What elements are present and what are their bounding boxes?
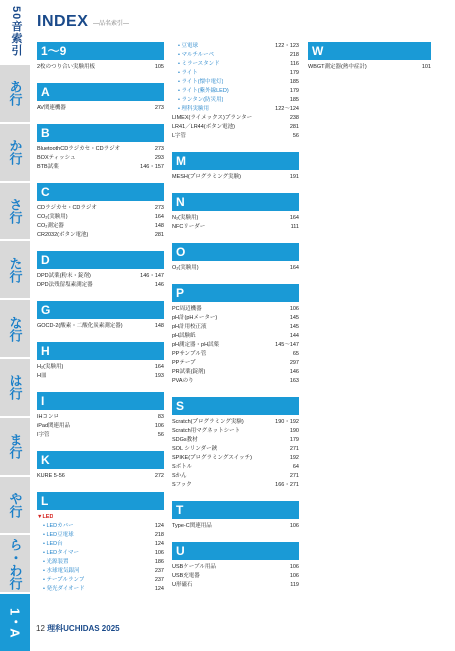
entry-page: 145: [289, 324, 299, 330]
entry-page: 106: [289, 573, 299, 579]
index-entry[interactable]: [172, 87, 299, 96]
index-entry[interactable]: [37, 540, 164, 549]
entry-name: MESH(プログラミング実験): [172, 174, 241, 180]
index-section: [37, 492, 164, 594]
entry-page: [162, 513, 164, 522]
entry-page: 124: [154, 586, 164, 592]
index-section: [172, 42, 299, 141]
entry-page: 106: [289, 306, 299, 312]
entry-name: LR41／LR44(ボタン電池): [172, 124, 235, 130]
sidebar-tab-8[interactable]: ら・わ行: [0, 535, 30, 592]
entry-name: L字管: [172, 133, 187, 139]
index-section: [37, 251, 164, 290]
entry-name: WBGT測定器(熱中症計): [308, 64, 367, 70]
index-entry[interactable]: [37, 145, 164, 154]
index-entry[interactable]: [37, 222, 164, 231]
entry-page: 193: [154, 373, 164, 379]
entry-name: • ライト(懐中電灯): [178, 79, 224, 85]
entry-name: • 光源装置: [43, 559, 69, 565]
section-header: D: [37, 251, 164, 269]
entry-name: SOL シリンダー鋏: [172, 446, 218, 452]
entry-page: 146・147: [140, 273, 164, 279]
entry-name: • 発光ダイオード: [43, 586, 85, 592]
sidebar-tab-3[interactable]: た行: [0, 241, 30, 298]
section-header: H: [37, 342, 164, 360]
index-entry[interactable]: [172, 341, 299, 350]
index-entry[interactable]: [172, 223, 299, 232]
index-entry[interactable]: [172, 105, 299, 114]
entry-page: 122～124: [275, 106, 299, 112]
entry-page: 164: [154, 214, 164, 220]
entry-page: 122・123: [275, 43, 299, 49]
index-entry[interactable]: [172, 173, 299, 182]
entry-page: 192: [289, 455, 299, 461]
entry-page: 65: [292, 351, 299, 357]
index-section: [172, 284, 299, 386]
index-entry[interactable]: [37, 272, 164, 281]
entry-page: 237: [154, 577, 164, 583]
entry-name: AV関連機器: [37, 105, 66, 111]
entry-name: CO₂(実験用): [37, 214, 68, 220]
index-entry[interactable]: [172, 96, 299, 105]
index-entry[interactable]: [172, 42, 299, 51]
index-entry[interactable]: [172, 472, 299, 481]
entry-page: 56: [157, 432, 164, 438]
index-entry[interactable]: [37, 422, 164, 431]
entry-page: 297: [289, 360, 299, 366]
index-entry[interactable]: [37, 63, 164, 72]
entry-name: NFCリーダー: [172, 224, 206, 230]
entry-page: 106: [154, 550, 164, 556]
sidebar-tab-5[interactable]: は行: [0, 359, 30, 416]
entry-name: • ミラースタンド: [178, 61, 220, 67]
index-entry[interactable]: [37, 522, 164, 531]
index-column-3: [308, 42, 431, 83]
sidebar-tab-1[interactable]: か行: [0, 124, 30, 181]
entry-page: 218: [154, 532, 164, 538]
entry-page: 185: [289, 97, 299, 103]
sidebar-tab-4[interactable]: な行: [0, 300, 30, 357]
entry-name: • LED台: [43, 541, 63, 547]
index-entry[interactable]: [37, 431, 164, 440]
index-entry[interactable]: [172, 368, 299, 377]
index-entry[interactable]: [37, 372, 164, 381]
entry-name: PPテープ: [172, 360, 196, 366]
entry-name: • 理科実験用: [178, 106, 209, 112]
index-entry[interactable]: [172, 454, 299, 463]
index-section: [37, 124, 164, 172]
entry-page: 238: [289, 115, 299, 121]
entry-name: • テープルランプ: [43, 577, 85, 583]
section-header: A: [37, 83, 164, 101]
entry-page: 119: [290, 582, 299, 588]
entry-page: 101: [421, 64, 431, 70]
index-entry[interactable]: [172, 572, 299, 581]
section-header: T: [172, 501, 299, 519]
entry-name: pH計用校正液: [172, 324, 207, 330]
entry-page: 106: [289, 523, 299, 529]
entry-page: 106: [289, 564, 299, 570]
index-entry[interactable]: [308, 63, 431, 72]
entry-page: 179: [289, 88, 299, 94]
index-section: [37, 42, 164, 72]
index-section: [172, 501, 299, 531]
entry-page: 164: [154, 364, 164, 370]
entry-page: 185: [289, 79, 299, 85]
index-entry[interactable]: [37, 204, 164, 213]
entry-page: 146: [289, 369, 299, 375]
brand-name: 理科UCHIDAS 2025: [47, 624, 120, 633]
entry-name: I字管: [37, 432, 50, 438]
entry-page: 148: [154, 223, 164, 229]
index-entry[interactable]: [37, 213, 164, 222]
entry-name: H皿: [37, 373, 47, 379]
index-entry[interactable]: [172, 51, 299, 60]
index-entry[interactable]: [172, 350, 299, 359]
index-entry[interactable]: [37, 322, 164, 331]
entry-name: Sフック: [172, 482, 192, 488]
entry-name: USBケーブル用品: [172, 564, 216, 570]
entry-page: 148: [154, 323, 164, 329]
entry-page: 164: [289, 265, 299, 271]
entry-name: DPD法残留塩素測定器: [37, 282, 93, 288]
entry-page: 179: [289, 437, 299, 443]
entry-name: • LEDタイマー: [43, 550, 80, 556]
section-header: 1～9: [37, 42, 164, 60]
index-entry[interactable]: [37, 104, 164, 113]
entry-page: 179: [289, 70, 299, 76]
entry-name: • マルチルーペ: [178, 52, 215, 58]
sidebar-tab-2[interactable]: さ行: [0, 183, 30, 240]
entry-page: 271: [289, 473, 299, 479]
entry-page: 218: [289, 52, 299, 58]
entry-name: pH試験紙: [172, 333, 196, 339]
index-entry[interactable]: [172, 377, 299, 386]
entry-page: 105: [154, 64, 164, 70]
index-column-2: [172, 42, 299, 601]
entry-page: 190: [289, 428, 299, 434]
index-section: [172, 243, 299, 273]
footer: [36, 623, 120, 634]
index-entry[interactable]: [172, 78, 299, 87]
entry-name: USB充電器: [172, 573, 200, 579]
entry-page: 293: [154, 155, 164, 161]
index-section: [172, 193, 299, 232]
entry-page: 272: [154, 473, 164, 479]
page-number: 12: [36, 624, 45, 633]
entry-page: 145～147: [275, 342, 299, 348]
entry-page: 124: [154, 523, 164, 529]
index-section: [37, 83, 164, 113]
sidebar-tab-7[interactable]: や行: [0, 477, 30, 534]
index-entry[interactable]: [37, 549, 164, 558]
index-entry[interactable]: [172, 132, 299, 141]
entry-page: 163: [289, 378, 299, 384]
index-section: [172, 152, 299, 182]
section-header: U: [172, 542, 299, 560]
entry-name: BluetoothCDラジカセ・CDラジオ: [37, 146, 121, 152]
entry-name: PVAのり: [172, 378, 194, 384]
entry-name: pH測定器・pH試薬: [172, 342, 220, 348]
alphabet-sidebar: [0, 0, 30, 644]
entry-name: GOCD-2(酸素・二酸化炭素測定器): [37, 323, 123, 329]
index-section: [37, 301, 164, 331]
section-header: N: [172, 193, 299, 211]
entry-name: O₂(実験用): [172, 265, 199, 271]
entry-name: CDラジカセ・CDラジオ: [37, 205, 97, 211]
index-section: [172, 542, 299, 590]
entry-page: 237: [154, 568, 164, 574]
index-entry[interactable]: [37, 363, 164, 372]
entry-name: Sボトル: [172, 464, 193, 470]
index-entry[interactable]: [172, 581, 299, 590]
entry-page: 106: [154, 423, 164, 429]
index-entry[interactable]: [172, 481, 299, 490]
index-entry[interactable]: [172, 323, 299, 332]
entry-page: 186: [154, 559, 164, 565]
entry-page: 146: [154, 282, 164, 288]
index-entry[interactable]: [172, 123, 299, 132]
entry-name: H₂(実験用): [37, 364, 64, 370]
entry-name: LIMEX(ライメックス)プランター: [172, 115, 253, 121]
section-header: S: [172, 397, 299, 415]
sidebar-tab-6[interactable]: ま行: [0, 418, 30, 475]
entry-page: 56: [292, 133, 299, 139]
index-entry[interactable]: [37, 231, 164, 240]
index-entry[interactable]: [172, 463, 299, 472]
entry-name: BTB試薬: [37, 164, 59, 170]
section-header: L: [37, 492, 164, 510]
index-section: [308, 42, 431, 72]
entry-page: 145: [289, 315, 299, 321]
sidebar-heading: 50音索引: [0, 0, 30, 65]
entry-name: • ライト: [178, 70, 198, 76]
index-section: [37, 183, 164, 240]
entry-name: ▼LED: [37, 514, 54, 520]
entry-page: 116: [290, 61, 299, 67]
index-entry[interactable]: [172, 114, 299, 123]
index-entry[interactable]: [172, 359, 299, 368]
index-entry[interactable]: [172, 522, 299, 531]
entry-name: PC周辺機器: [172, 306, 202, 312]
section-header: W: [308, 42, 431, 60]
entry-page: 166・271: [275, 482, 299, 488]
index-entry[interactable]: [172, 332, 299, 341]
index-entry[interactable]: [37, 567, 164, 576]
entry-name: • ランタン(防災用): [178, 97, 224, 103]
index-section: [37, 392, 164, 440]
index-section: [37, 342, 164, 381]
index-entry[interactable]: [37, 281, 164, 290]
section-header: M: [172, 152, 299, 170]
entry-page: 64: [292, 464, 299, 470]
entry-name: BOXティッシュ: [37, 155, 76, 161]
sidebar-tab-9[interactable]: 1・A: [0, 594, 30, 651]
index-entry[interactable]: [172, 436, 299, 445]
entry-name: • 水球電気銀河: [43, 568, 80, 574]
index-entry[interactable]: [172, 427, 299, 436]
entry-page: 124: [154, 541, 164, 547]
entry-name: DPD試薬(粉末・錠剤): [37, 273, 91, 279]
entry-page: 164: [289, 215, 299, 221]
entry-name: PR試薬(錠剤): [172, 369, 206, 375]
section-header: G: [37, 301, 164, 319]
index-entry[interactable]: [172, 264, 299, 273]
entry-name: SPIKE(プログラミングスイッチ): [172, 455, 252, 461]
entry-name: CO₂測定器: [37, 223, 64, 229]
index-entry[interactable]: [37, 558, 164, 567]
index-entry[interactable]: [37, 576, 164, 585]
entry-name: Scratch(プログラミング実験): [172, 419, 244, 425]
section-header: B: [37, 124, 164, 142]
index-entry[interactable]: [37, 472, 164, 481]
entry-page: 281: [289, 124, 299, 130]
entry-name: • 豆電球: [178, 43, 198, 49]
entry-name: iPad関連用品: [37, 423, 71, 429]
section-header: I: [37, 392, 164, 410]
entry-name: IHコンロ: [37, 414, 60, 420]
index-entry[interactable]: [37, 413, 164, 422]
entry-page: 111: [290, 224, 299, 230]
page-subtitle: —品名索引—: [93, 21, 130, 27]
entry-page: 190・192: [275, 419, 299, 425]
index-entry[interactable]: [172, 563, 299, 572]
index-entry[interactable]: [172, 445, 299, 454]
entry-page: 146・157: [140, 164, 164, 170]
index-entry[interactable]: [172, 214, 299, 223]
entry-name: SDGs教材: [172, 437, 198, 443]
entry-page: 83: [157, 414, 164, 420]
entry-page: 273: [154, 105, 164, 111]
section-header: C: [37, 183, 164, 201]
entry-page: 273: [154, 205, 164, 211]
entry-name: PPサンプル管: [172, 351, 207, 357]
index-section: [172, 397, 299, 490]
entry-name: • LEDカバー: [43, 523, 74, 529]
index-entry[interactable]: [172, 418, 299, 427]
index-entry[interactable]: [37, 585, 164, 594]
index-entry[interactable]: [172, 305, 299, 314]
index-entry[interactable]: [172, 314, 299, 323]
section-header: O: [172, 243, 299, 261]
index-column-1: [37, 42, 164, 605]
entry-name: Scratch用マグネットシート: [172, 428, 241, 434]
entry-page: 144: [289, 333, 299, 339]
entry-name: Type-C関連用品: [172, 523, 212, 529]
entry-page: 273: [154, 146, 164, 152]
section-header: P: [172, 284, 299, 302]
index-entry[interactable]: [37, 154, 164, 163]
entry-page: 281: [154, 232, 164, 238]
index-entry[interactable]: [37, 513, 164, 522]
index-entry[interactable]: [37, 163, 164, 172]
index-section: [37, 451, 164, 481]
entry-name: • LED豆電球: [43, 532, 74, 538]
index-entry[interactable]: [37, 531, 164, 540]
entry-name: N₂(実験用): [172, 215, 199, 221]
index-entry[interactable]: [172, 69, 299, 78]
index-entry[interactable]: [172, 60, 299, 69]
entry-name: Sかん: [172, 473, 187, 479]
entry-page: 271: [289, 446, 299, 452]
section-header: K: [37, 451, 164, 469]
page-title: INDEX: [37, 13, 89, 30]
entry-page: 191: [289, 174, 299, 180]
entry-name: pH計(pHメーター): [172, 315, 218, 321]
sidebar-tab-0[interactable]: あ行: [0, 65, 30, 122]
entry-name: U形磁石: [172, 582, 193, 588]
entry-name: 2枚のつり合い実験用板: [37, 64, 96, 70]
entry-name: CR2032(ボタン電池): [37, 232, 89, 238]
entry-name: KURE 5-56: [37, 473, 65, 479]
entry-name: • ライト(紫外線LED): [178, 88, 229, 94]
